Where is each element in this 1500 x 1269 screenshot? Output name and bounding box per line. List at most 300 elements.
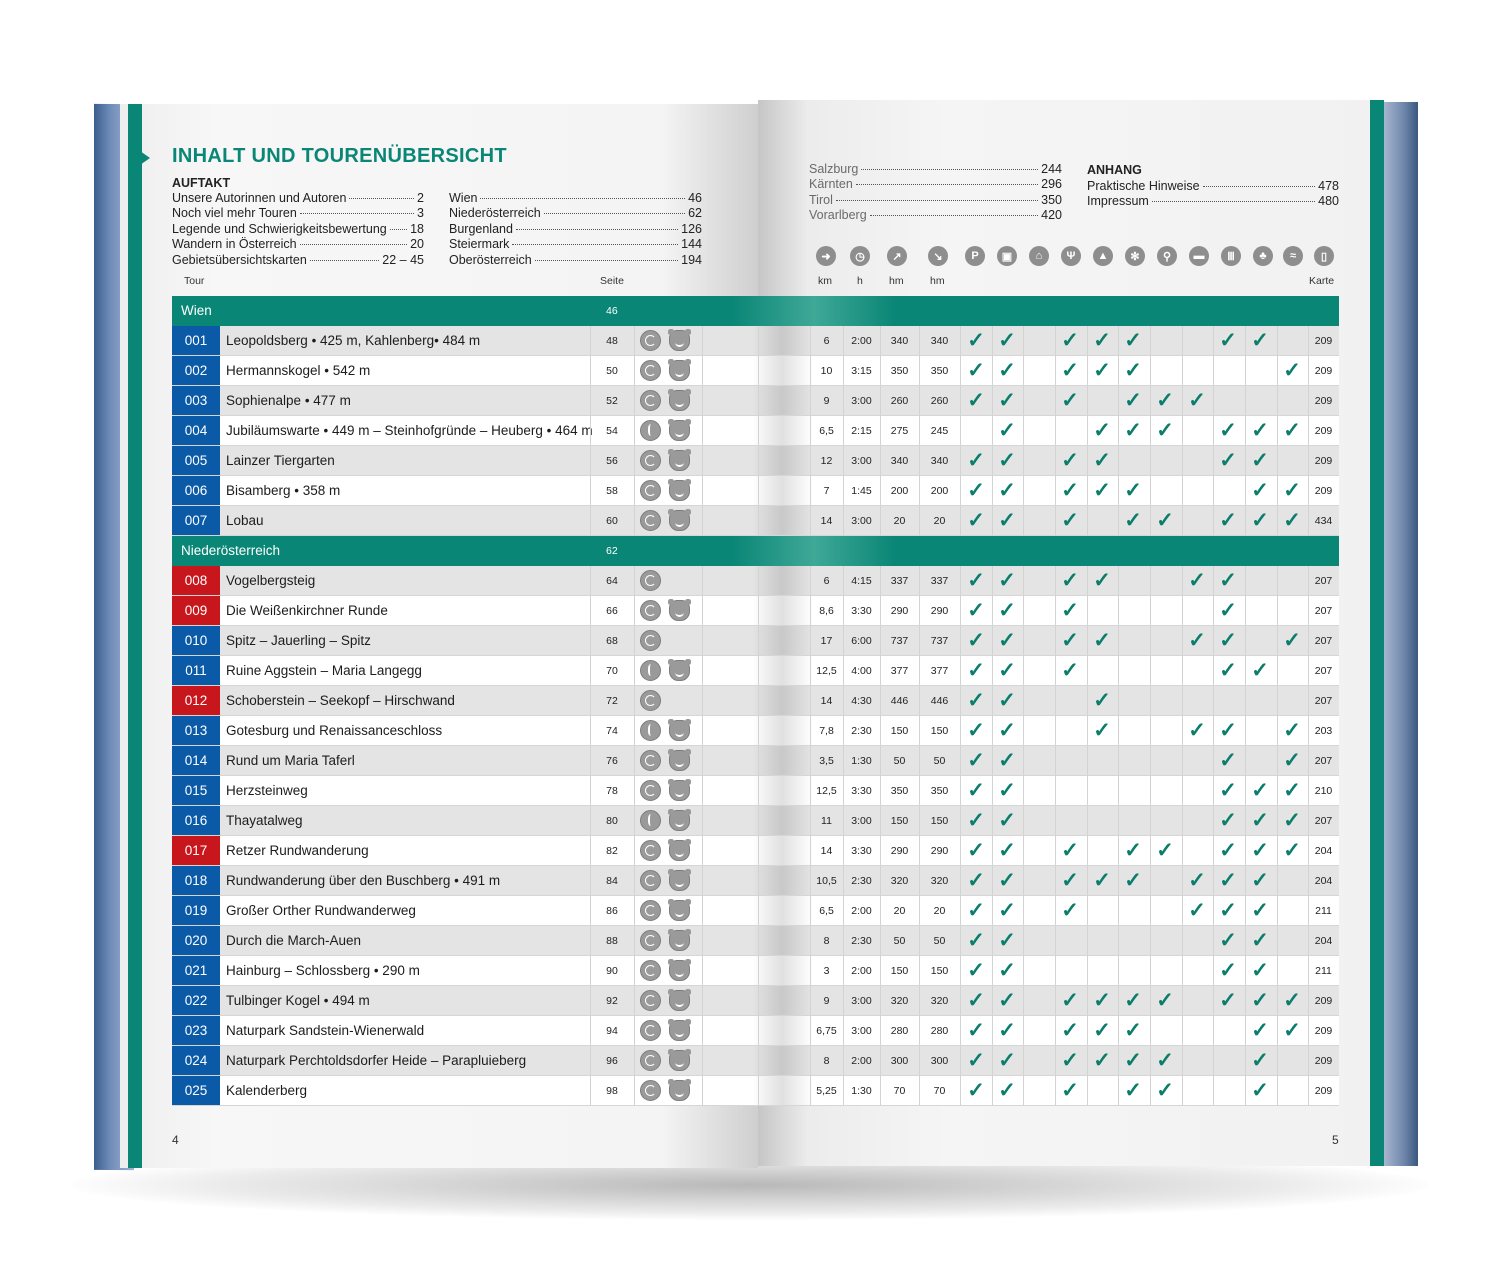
tour-km: 12,5 — [816, 785, 837, 797]
toc-entry-page: 194 — [681, 252, 702, 267]
tour-descent: 260 — [930, 395, 949, 407]
tour-hours: 3:00 — [851, 1025, 872, 1037]
check-icon: ✓ — [1093, 629, 1111, 652]
tour-descent: 377 — [930, 665, 949, 677]
cell-divider — [1087, 596, 1088, 625]
cell-divider — [1150, 866, 1151, 895]
table-row[interactable] — [172, 1076, 1339, 1106]
cell-divider — [1245, 356, 1246, 385]
cell-divider — [1023, 776, 1024, 805]
cell-divider — [960, 416, 961, 445]
cell-divider — [758, 746, 759, 775]
cell-divider — [1023, 626, 1024, 655]
cell-divider — [634, 386, 635, 415]
toc-entry-label: Salzburg — [809, 162, 859, 176]
check-icon: ✓ — [1061, 449, 1079, 472]
clock-icon — [640, 630, 661, 651]
tour-number: 013 — [172, 716, 220, 745]
check-icon: ✓ — [1061, 839, 1079, 862]
check-icon: ✓ — [1219, 959, 1237, 982]
clock-icon — [640, 1020, 661, 1041]
toc-entry-label: Wien — [449, 191, 478, 205]
tour-descent: 150 — [930, 965, 949, 977]
cell-divider — [1023, 356, 1024, 385]
tour-seite: 92 — [606, 995, 618, 1007]
tour-ascent: 200 — [890, 485, 909, 497]
table-row[interactable] — [172, 896, 1339, 926]
cell-divider — [1277, 926, 1278, 955]
toc-entry[interactable] — [449, 191, 702, 206]
tour-ascent: 50 — [893, 935, 906, 947]
table-row[interactable] — [172, 806, 1339, 836]
clock-icon — [640, 330, 661, 351]
check-icon: ✓ — [1124, 359, 1142, 382]
toc-leader — [512, 244, 678, 245]
book-gutter-shade — [752, 1016, 812, 1045]
tour-descent: 50 — [933, 935, 946, 947]
check-icon: ✓ — [1219, 629, 1237, 652]
tour-ascent: 300 — [890, 1055, 909, 1067]
check-icon: ✓ — [967, 899, 985, 922]
tour-karte: 204 — [1314, 845, 1333, 857]
tour-km: 3 — [823, 965, 830, 977]
tour-descent: 350 — [930, 365, 949, 377]
check-icon: ✓ — [998, 629, 1016, 652]
toc-leader — [836, 200, 1038, 201]
table-row[interactable] — [172, 416, 1339, 446]
clock-icon — [640, 750, 661, 771]
cell-divider — [1182, 836, 1183, 865]
cell-divider — [1150, 686, 1151, 715]
clock-icon — [640, 450, 661, 471]
toc-entry-label: Praktische Hinweise — [1087, 179, 1200, 193]
cell-divider — [702, 746, 703, 775]
bear-icon — [669, 660, 690, 681]
book-gutter-shade — [752, 926, 812, 955]
check-icon: ✓ — [998, 389, 1016, 412]
book-gutter-shade — [752, 476, 812, 505]
cell-divider — [1023, 416, 1024, 445]
toc-entry[interactable] — [172, 237, 424, 252]
toc-entry[interactable] — [449, 237, 702, 252]
tour-seite: 88 — [606, 935, 618, 947]
bear-icon — [669, 780, 690, 801]
toc-entry[interactable] — [809, 162, 1062, 177]
cell-divider — [1182, 956, 1183, 985]
toc-entry-label: Unsere Autorinnen und Autoren — [172, 191, 347, 205]
table-row[interactable] — [172, 446, 1339, 476]
book-gutter-shade — [752, 866, 812, 895]
tour-km: 6,5 — [819, 905, 834, 917]
cell-divider — [1182, 1076, 1183, 1105]
check-icon: ✓ — [1156, 389, 1174, 412]
tour-descent: 446 — [930, 695, 949, 707]
toc-entry[interactable] — [809, 208, 1062, 223]
toc-entry[interactable] — [172, 253, 424, 268]
toc-entry-page: 22 – 45 — [382, 252, 424, 267]
book-gutter-shade — [752, 746, 812, 775]
cell-divider — [634, 1076, 635, 1105]
cell-divider — [1182, 476, 1183, 505]
check-icon: ✓ — [998, 1079, 1016, 1102]
table-row[interactable] — [172, 686, 1339, 716]
tour-km: 7 — [823, 485, 830, 497]
tour-ascent: 446 — [890, 695, 909, 707]
cell-divider — [1213, 356, 1214, 385]
toc-entry[interactable] — [172, 191, 424, 206]
clock-icon — [640, 780, 661, 801]
cell-divider — [634, 896, 635, 925]
cell-divider — [634, 926, 635, 955]
cell-divider — [1182, 1016, 1183, 1045]
ascent-icon: ↗ — [887, 246, 907, 266]
tour-descent: 737 — [930, 635, 949, 647]
tour-hours: 2:00 — [851, 965, 872, 977]
tour-name: Naturpark Perchtoldsdorfer Heide – Parapluieberg — [226, 1053, 527, 1068]
bed-icon: ▬ — [1189, 246, 1209, 266]
cell-divider — [1150, 956, 1151, 985]
tour-seite: 84 — [606, 875, 618, 887]
check-icon: ✓ — [1093, 1049, 1111, 1072]
tour-number: 022 — [172, 986, 220, 1015]
cell-divider — [1277, 386, 1278, 415]
cell-divider — [1150, 716, 1151, 745]
tour-karte: 210 — [1314, 785, 1333, 797]
check-icon: ✓ — [1156, 1049, 1174, 1072]
anhang-heading: ANHANG — [1087, 163, 1142, 177]
tour-km: 11 — [821, 815, 832, 827]
book-gutter-shade — [752, 896, 812, 925]
cell-divider — [1277, 866, 1278, 895]
cell-divider — [702, 836, 703, 865]
cell-divider — [1087, 806, 1088, 835]
check-icon: ✓ — [1283, 749, 1301, 772]
book-gutter-shade — [752, 986, 812, 1015]
tour-karte: 209 — [1314, 1085, 1333, 1097]
toc-entry[interactable] — [1087, 194, 1339, 209]
toc-leader — [861, 169, 1038, 170]
book-gutter-shade — [752, 956, 812, 985]
toc-entry-label: Burgenland — [449, 221, 513, 236]
check-icon: ✓ — [1219, 869, 1237, 892]
toc-entry[interactable] — [449, 222, 702, 237]
book-gutter-shade — [752, 416, 812, 445]
check-icon: ✓ — [1251, 1049, 1269, 1072]
tour-karte: 207 — [1314, 815, 1333, 827]
tour-hours: 6:00 — [851, 635, 872, 647]
cell-divider — [1150, 326, 1151, 355]
tour-name: Spitz – Jauerling – Spitz — [226, 633, 371, 648]
table-row[interactable] — [172, 476, 1339, 506]
table-row[interactable] — [172, 326, 1339, 356]
tour-ascent: 290 — [890, 605, 909, 617]
cell-divider — [634, 446, 635, 475]
tour-km: 17 — [820, 635, 833, 647]
check-icon: ✓ — [967, 509, 985, 532]
cell-divider — [1182, 356, 1183, 385]
cell-divider — [634, 566, 635, 595]
cell-divider — [1087, 746, 1088, 775]
check-icon: ✓ — [1124, 329, 1142, 352]
tour-km: 12 — [820, 455, 833, 467]
cell-divider — [1182, 686, 1183, 715]
tour-ascent: 320 — [890, 875, 909, 887]
cell-divider — [1118, 956, 1119, 985]
check-icon: ✓ — [1219, 509, 1237, 532]
tour-descent: 320 — [930, 875, 949, 887]
check-icon: ✓ — [998, 359, 1016, 382]
table-row[interactable] — [172, 1046, 1339, 1076]
table-row[interactable] — [172, 356, 1339, 386]
descent-icon: ↘ — [928, 246, 948, 266]
table-row[interactable] — [172, 1016, 1339, 1046]
toc-entry[interactable] — [172, 206, 424, 221]
table-row[interactable] — [172, 956, 1339, 986]
bear-icon — [669, 450, 690, 471]
clock-icon — [640, 990, 661, 1011]
cell-divider — [1182, 506, 1183, 535]
tour-seite: 96 — [606, 1055, 618, 1067]
cell-divider — [702, 566, 703, 595]
check-icon: ✓ — [1251, 509, 1269, 532]
check-icon: ✓ — [1061, 869, 1079, 892]
tour-km: 8 — [823, 1055, 830, 1067]
page-number-right: 5 — [1332, 1133, 1339, 1147]
bear-icon — [669, 720, 690, 741]
cell-divider — [702, 326, 703, 355]
tour-descent: 200 — [930, 485, 949, 497]
tour-hours: 4:15 — [851, 575, 872, 587]
tour-ascent: 737 — [890, 635, 909, 647]
tour-km: 14 — [820, 515, 833, 527]
cell-divider — [634, 476, 635, 505]
toc-leader — [390, 229, 407, 230]
col-header-hm-down: hm — [930, 275, 945, 287]
check-icon: ✓ — [1251, 989, 1269, 1012]
table-row[interactable] — [172, 386, 1339, 416]
check-icon: ✓ — [967, 359, 985, 382]
tour-hours: 1:30 — [851, 755, 872, 767]
table-row[interactable] — [172, 866, 1339, 896]
check-icon: ✓ — [1061, 1079, 1079, 1102]
cell-divider — [702, 776, 703, 805]
toc-leader — [1203, 186, 1316, 187]
toc-entry-page: 244 — [1041, 162, 1062, 176]
tour-karte: 209 — [1314, 425, 1333, 437]
toc-entry[interactable] — [1087, 179, 1339, 194]
check-icon: ✓ — [998, 989, 1016, 1012]
cell-divider — [634, 866, 635, 895]
tour-number: 014 — [172, 746, 220, 775]
tour-name: Tulbinger Kogel • 494 m — [226, 993, 370, 1008]
phone-icon: ▯ — [1314, 246, 1334, 266]
toc-entry[interactable] — [809, 193, 1062, 208]
cell-divider — [758, 626, 759, 655]
cell-divider — [634, 746, 635, 775]
col-header-h: h — [857, 275, 863, 287]
check-icon: ✓ — [967, 1079, 985, 1102]
check-icon: ✓ — [1124, 479, 1142, 502]
check-icon: ✓ — [1251, 449, 1269, 472]
tour-karte: 211 — [1315, 905, 1332, 917]
toc-leader — [516, 229, 678, 230]
clock-icon — [640, 1050, 661, 1071]
tour-ascent: 377 — [890, 665, 909, 677]
toc-entry[interactable] — [449, 253, 702, 268]
check-icon: ✓ — [1219, 419, 1237, 442]
bear-icon — [669, 1020, 690, 1041]
table-row[interactable] — [172, 656, 1339, 686]
cell-divider — [1087, 1076, 1088, 1105]
table-row[interactable] — [172, 566, 1339, 596]
table-row[interactable] — [172, 596, 1339, 626]
cell-divider — [1150, 596, 1151, 625]
tour-number: 016 — [172, 806, 220, 835]
cell-divider — [1182, 986, 1183, 1015]
cell-divider — [1023, 506, 1024, 535]
clock-icon — [640, 900, 661, 921]
check-icon: ✓ — [1093, 869, 1111, 892]
check-icon: ✓ — [998, 569, 1016, 592]
tour-number: 005 — [172, 446, 220, 475]
cell-divider — [1118, 566, 1119, 595]
cell-divider — [702, 956, 703, 985]
check-icon: ✓ — [967, 959, 985, 982]
cell-divider — [1023, 326, 1024, 355]
cell-divider — [758, 1016, 759, 1045]
tour-descent: 340 — [930, 455, 949, 467]
check-icon: ✓ — [1093, 1019, 1111, 1042]
tour-name: Schoberstein – Seekopf – Hirschwand — [226, 693, 455, 708]
col-header-tour: Tour — [184, 275, 205, 287]
check-icon: ✓ — [1061, 629, 1079, 652]
tour-descent: 280 — [930, 1025, 949, 1037]
cell-divider — [1277, 686, 1278, 715]
cell-divider — [1087, 386, 1088, 415]
clock-icon — [640, 390, 661, 411]
toc-entry[interactable] — [172, 222, 424, 237]
tour-seite: 50 — [606, 365, 618, 377]
cell-divider — [1055, 746, 1056, 775]
toc-entry-page: 296 — [1041, 177, 1062, 192]
tour-name: Gotesburg und Renaissanceschloss — [226, 723, 443, 738]
check-icon: ✓ — [998, 479, 1016, 502]
check-icon: ✓ — [1124, 869, 1142, 892]
cell-divider — [1087, 506, 1088, 535]
check-icon: ✓ — [1061, 569, 1079, 592]
cell-divider — [1245, 566, 1246, 595]
cell-divider — [634, 776, 635, 805]
tour-seite: 64 — [606, 575, 618, 587]
check-icon: ✓ — [1251, 1019, 1269, 1042]
toc-leader — [856, 184, 1038, 185]
toc-entry[interactable] — [449, 206, 702, 221]
tour-name: Hainburg – Schlossberg • 290 m — [226, 963, 420, 978]
tour-karte: 204 — [1314, 935, 1333, 947]
cell-divider — [1118, 656, 1119, 685]
tour-descent: 20 — [933, 515, 946, 527]
table-row[interactable] — [172, 746, 1339, 776]
toc-leader — [870, 215, 1038, 216]
tour-name: Rundwanderung über den Buschberg • 491 m — [226, 873, 501, 888]
cell-divider — [702, 446, 703, 475]
tour-km: 14 — [820, 695, 833, 707]
check-icon: ✓ — [1061, 1049, 1079, 1072]
cell-divider — [1023, 1046, 1024, 1075]
cell-divider — [1245, 746, 1246, 775]
tour-km: 8,6 — [819, 605, 834, 617]
right-accent-band — [1370, 100, 1384, 1166]
check-icon: ✓ — [1124, 1049, 1142, 1072]
tour-hours: 3:30 — [851, 785, 872, 797]
winter-icon: ✻ — [1125, 246, 1145, 266]
tour-name: Jubiläumswarte • 449 m – Steinhofgründe – Heuberg • 464 m — [226, 423, 593, 438]
cell-divider — [1055, 416, 1056, 445]
table-row[interactable] — [172, 986, 1339, 1016]
table-row[interactable] — [172, 626, 1339, 656]
book-gutter-shade — [752, 356, 812, 385]
check-icon: ✓ — [967, 599, 985, 622]
toc-entry-page: 46 — [688, 191, 702, 205]
tour-ascent: 150 — [890, 815, 909, 827]
tour-km: 6 — [823, 335, 830, 347]
toc-entry-page: 3 — [417, 206, 424, 221]
tour-number: 012 — [172, 686, 220, 715]
check-icon: ✓ — [998, 959, 1016, 982]
tour-km: 9 — [823, 995, 830, 1007]
toc-entry-page: 420 — [1041, 208, 1062, 223]
check-icon: ✓ — [1283, 989, 1301, 1012]
check-icon: ✓ — [1061, 1019, 1079, 1042]
tour-name: Leopoldsberg • 425 m, Kahlenberg• 484 m — [226, 333, 481, 348]
cell-divider — [1118, 806, 1119, 835]
table-row[interactable] — [172, 716, 1339, 746]
cell-divider — [1023, 446, 1024, 475]
bear-icon — [669, 930, 690, 951]
tour-seite: 48 — [606, 335, 618, 347]
check-icon: ✓ — [967, 629, 985, 652]
check-icon: ✓ — [998, 689, 1016, 712]
toc-entry-page: 350 — [1041, 192, 1062, 207]
book-gutter-shade — [752, 806, 812, 835]
table-row[interactable] — [172, 506, 1339, 536]
tour-number: 023 — [172, 1016, 220, 1045]
cell-divider — [1150, 926, 1151, 955]
left-accent-band — [128, 104, 142, 1168]
tour-hours: 2:30 — [851, 935, 872, 947]
cell-divider — [702, 656, 703, 685]
clock-icon — [640, 360, 661, 381]
table-row[interactable] — [172, 926, 1339, 956]
toc-entry-label: Tirol — [809, 192, 833, 207]
cell-divider — [1023, 386, 1024, 415]
cell-divider — [1213, 1046, 1214, 1075]
tour-ascent: 337 — [890, 575, 909, 587]
cell-divider — [1023, 836, 1024, 865]
cell-divider — [1118, 896, 1119, 925]
tour-seite: 82 — [606, 845, 618, 857]
toc-entry[interactable] — [809, 177, 1062, 192]
table-row[interactable] — [172, 836, 1339, 866]
table-row[interactable] — [172, 776, 1339, 806]
wave-icon — [640, 420, 661, 441]
cell-divider — [1023, 566, 1024, 595]
region-header-niederösterreich — [172, 536, 1339, 566]
book-gutter-shade — [752, 626, 812, 655]
col-header-karte: Karte — [1309, 275, 1335, 287]
tour-karte: 211 — [1315, 965, 1332, 977]
clock-icon — [640, 570, 661, 591]
